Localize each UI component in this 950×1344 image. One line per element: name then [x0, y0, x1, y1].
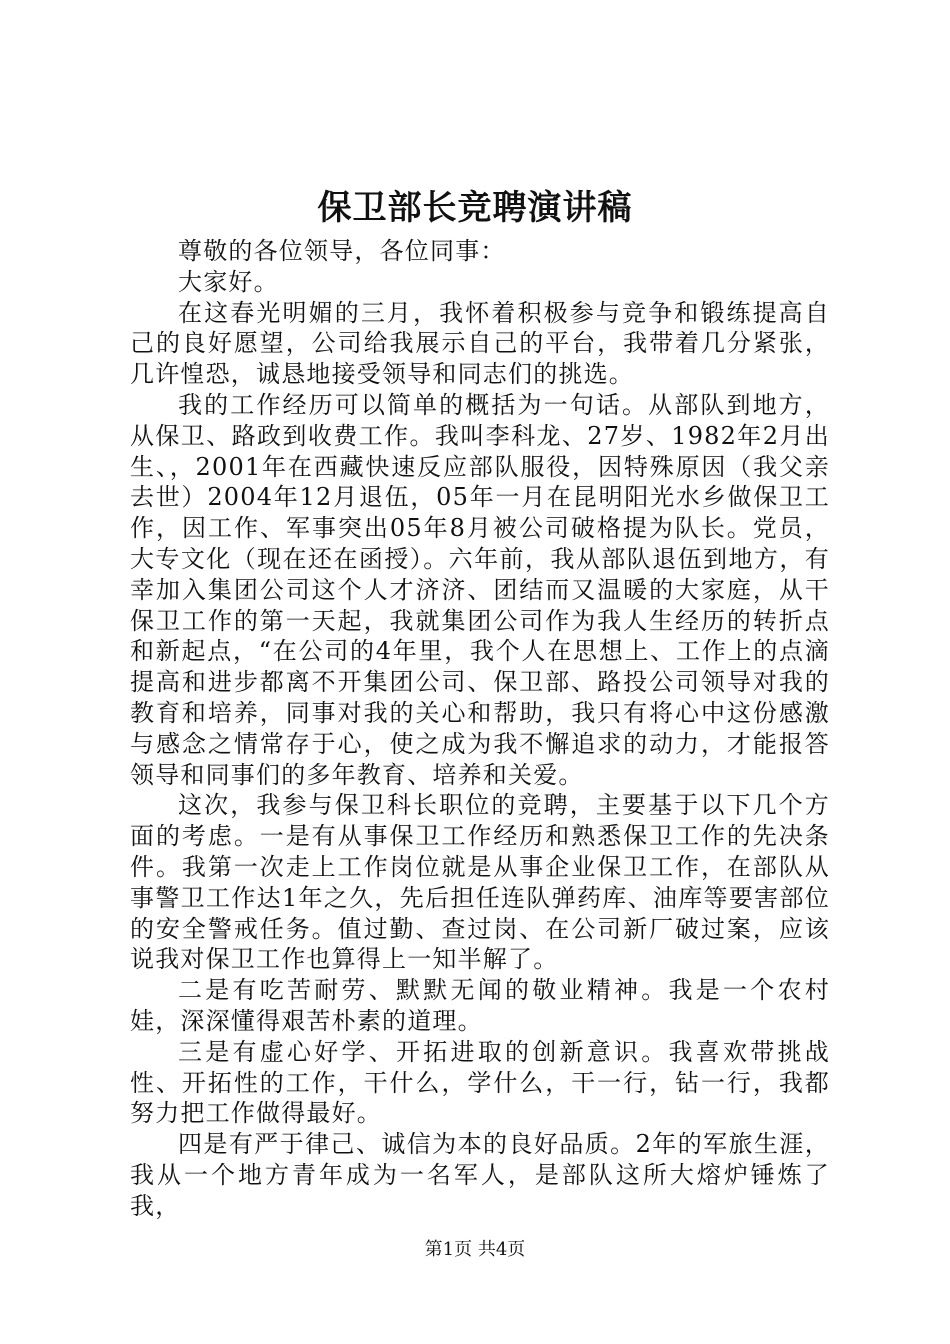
- paragraph-experience: 我的工作经历可以简单的概括为一句话。从部队到地方，从保卫、路政到收费工作。我叫李科龙、27岁、1982年2月出生、，2001年在西藏快速反应部队服役，因特殊原因（我父亲去世）2004年12月退伍，05年一月在昆明阳光水乡做保卫工作，因工作、军事突出05年8月被公司破格提为队长。党员，大专文化（现在还在函授）。六年前，我从部队退伍到地方，有幸加入集团公司这个人才济济、团结而又温暖的大家庭，从干保卫工作的第一天起，我就集团公司作为我人生经历的转折点和新起点，“在公司的4年里，我个人在思想上、工作上的点滴提高和进步都离不开集团公司、保卫部、路投公司领导对我的教育和培养，同事对我的关心和帮助，我只有将心中这份感激与感念之情常存于心，使之成为我不懈追求的动力，才能报答领导和同事们的多年教育、培养和关爱。: [130, 390, 830, 789]
- paragraph-salutation: 尊敬的各位领导，各位同事：: [178, 237, 506, 265]
- paragraph-reason-three: 三是有虚心好学、开拓进取的创新意识。我喜欢带挑战性、开拓性的工作，干什么，学什么，干一行，钻一行，我都努力把工作做得最好。: [130, 1037, 830, 1128]
- document-body: [130, 236, 830, 1222]
- document-title: 保卫部长竞聘演讲稿: [317, 188, 633, 228]
- paragraph-reason-two: 二是有吃苦耐劳、默默无闻的敬业精神。我是一个农村娃，深深懂得艰苦朴素的道理。: [130, 976, 830, 1035]
- paragraph-greeting: 大家好。: [178, 267, 279, 296]
- paragraph-reason-four: 四是有严于律己、诚信为本的良好品质。2年的军旅生涯，我从一个地方青年成为一名军人，是部队这所大熔炉锤炼了我，: [130, 1130, 830, 1220]
- paragraph-reason-one: 这次，我参与保卫科长职位的竞聘，主要基于以下几个方面的考虑。一是有从事保卫工作经历和熟悉保卫工作的先决条件。我第一次走上工作岗位就是从事企业保卫工作，在部队从事警卫工作达1年之久，先后担任连队弹药库、油库等要害部位的安全警戒任务。值过勤、查过岗、在公司新厂破过案，应该说我对保卫工作也算得上一知半解了。: [130, 791, 830, 974]
- paragraph-intro: 在这春光明媚的三月，我怀着积极参与竞争和锻练提高自己的良好愿望，公司给我展示自己的平台，我带着几分紧张，几许惶恐，诚恳地接受领导和同志们的挑选。: [130, 298, 830, 389]
- page-number-footer: 第1页 共4页: [424, 1239, 526, 1260]
